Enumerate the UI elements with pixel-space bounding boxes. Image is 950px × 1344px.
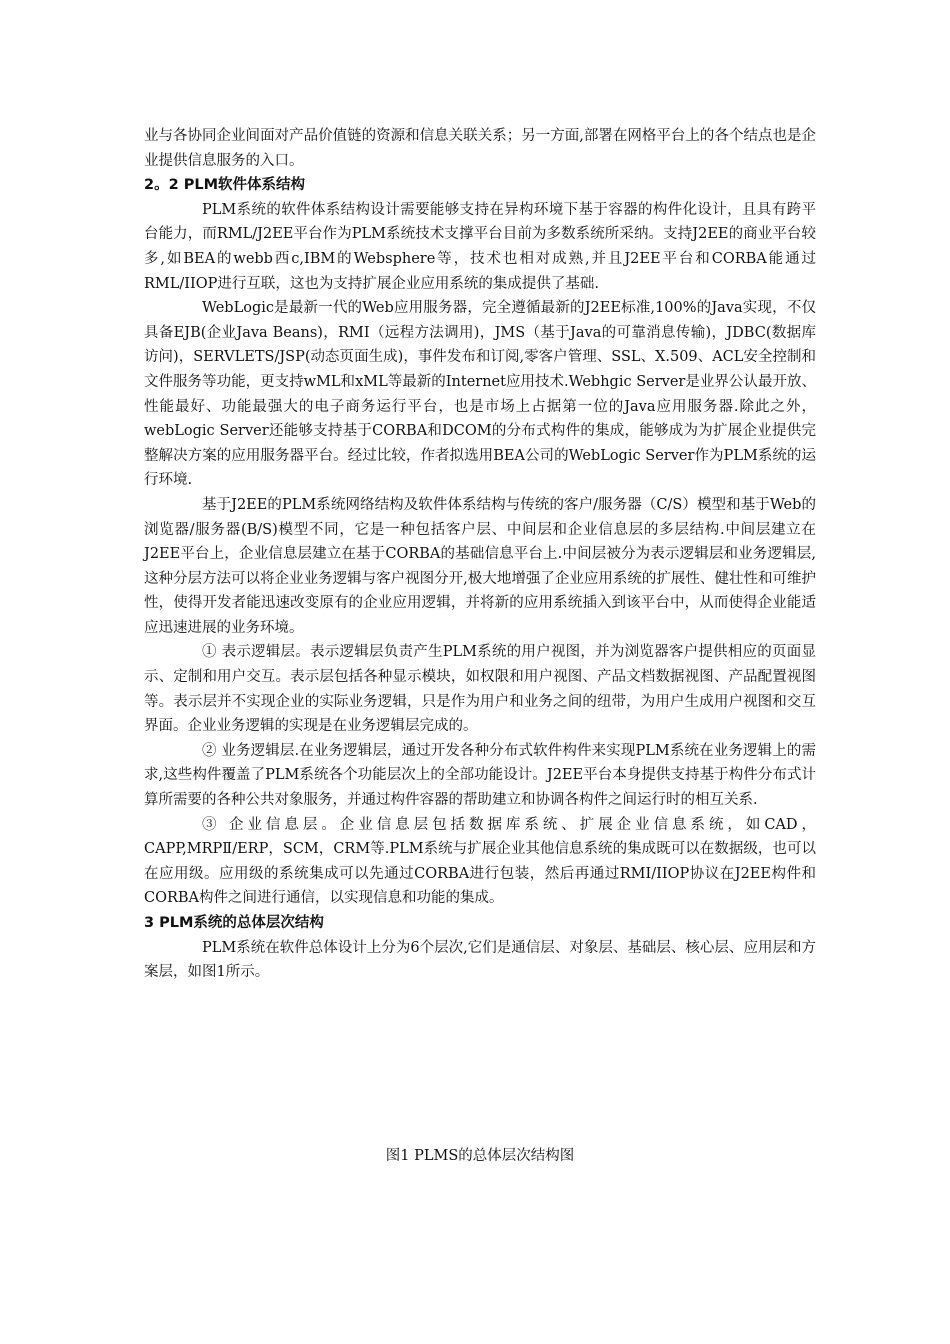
document-body: [144, 124, 816, 985]
paragraph-overall-layers: PLM系统在软件总体设计上分为6个层次,它们是通信层、对象层、基础层、核心层、应用层和方案层，如图1所示。: [144, 939, 816, 981]
paragraph-business-layer: ② 业务逻辑层.在业务逻辑层，通过开发各种分布式软件构件来实现PLM系统在业务逻辑上的需求,这些构件覆盖了PLM系统各个功能层次上的全部功能设计。J2EE平台本身提供支持基于构件分布式计算所需要的各种公共对象服务，并通过构件容器的帮助建立和协调各构件之间运行时的相互关系.: [144, 742, 816, 809]
paragraph-continuation: 业与各协同企业间面对产品价值链的资源和信息关联关系；另一方面,部署在网格平台上的各个结点也是企业提供信息服务的入口。: [144, 128, 816, 169]
paragraph-presentation-layer: ① 表示逻辑层。表示逻辑层负责产生PLM系统的用户视图，并为浏览器客户提供相应的页面显示、定制和用户交互。表示层包括各种显示模块，如权限和用户视图、产品文档数据视图、产品配置视图等。表示层并不实现企业的实际业务逻辑，只是作为用户和业务之间的纽带，为用户生成用户视图和交互界面。企业业务逻辑的实现是在业务逻辑层完成的。: [144, 644, 816, 735]
paragraph-architecture: PLM系统的软件体系结构设计需要能够支持在异构环境下基于容器的构件化设计，且具有跨平台能力，而RML/J2EE平台作为PLM系统技术支撑平台目前为多数系统所采纳。支持J2EE的商业平台较多,如BEA的webb西c,IBM的Websphere等，技术也相对成熟,并且J2EE平台和CORBA能通过RML/IIOP进行互联，这也为支持扩展企业应用系统的集成提供了基础.: [144, 201, 816, 292]
paragraph-weblogic: WebLogic是最新一代的Web应用服务器，完全遵循最新的J2EE标准,100%的Java实现，不仅具备EJB(企业Java Beans)，RMI（远程方法调用)，JMS（基于Java的可靠消息传输)，JDBC(数据库访问)，SERVLETS/JSP(动态页面生成)，事件发布和订阅,零客户管理、SSL、X.509、ACL安全控制和文件服务等功能，更支持wML和xML等最新的Internet应用技术.Webhgic Server是业界公认最开放、性能最好、功能最强大的电子商务运行平台，也是市场上占据第一位的Java应用服务器.除此之外，webLogic Server还能够支持基于CORBA和DCOM的分布式构件的集成，能够成为为扩展企业提供完整解决方案的应用服务器平台。经过比较，作者拟选用BEA公司的WebLogic Server作为PLM系统的运行环境.: [144, 300, 816, 489]
section-heading-3: 3 PLM系统的总体层次结构: [144, 915, 324, 931]
paragraph-multitier: 基于J2EE的PLM系统网络结构及软件体系结构与传统的客户/服务器（C/S）模型和基于Web的浏览器/服务器(B/S)模型不同，它是一种包括客户层、中间层和企业信息层的多层结构.中间层建立在J2EE平台上，企业信息层建立在基于CORBA的基础信息平台上.中间层被分为表示逻辑层和业务逻辑层,这种分层方法可以将企业业务逻辑与客户视图分开,极大地增强了企业应用系统的扩展性、健壮性和可维护性，使得开发者能迅速改变原有的企业应用逻辑，并将新的应用系统插入到该平台中，从而使得企业能适应迅速进展的业务环境。: [144, 496, 816, 636]
figure-caption: 图1 PLMS的总体层次结构图: [385, 1148, 575, 1164]
section-heading-2-2: 2。2 PLM软件体系结构: [144, 177, 306, 194]
paragraph-enterprise-info-layer: ③ 企业信息层。企业信息层包括数据库系统、扩展企业信息系统，如CAD，CAPP,MRPⅡ/ERP，SCM，CRM等.PLM系统与扩展企业其他信息系统的集成既可以在数据级，也可以在应用级。应用级的系统集成可以先通过CORBA进行包装，然后再通过RMI/IIOP协议在J2EE构件和CORBA构件之间进行通信，以实现信息和功能的集成。: [144, 816, 816, 907]
